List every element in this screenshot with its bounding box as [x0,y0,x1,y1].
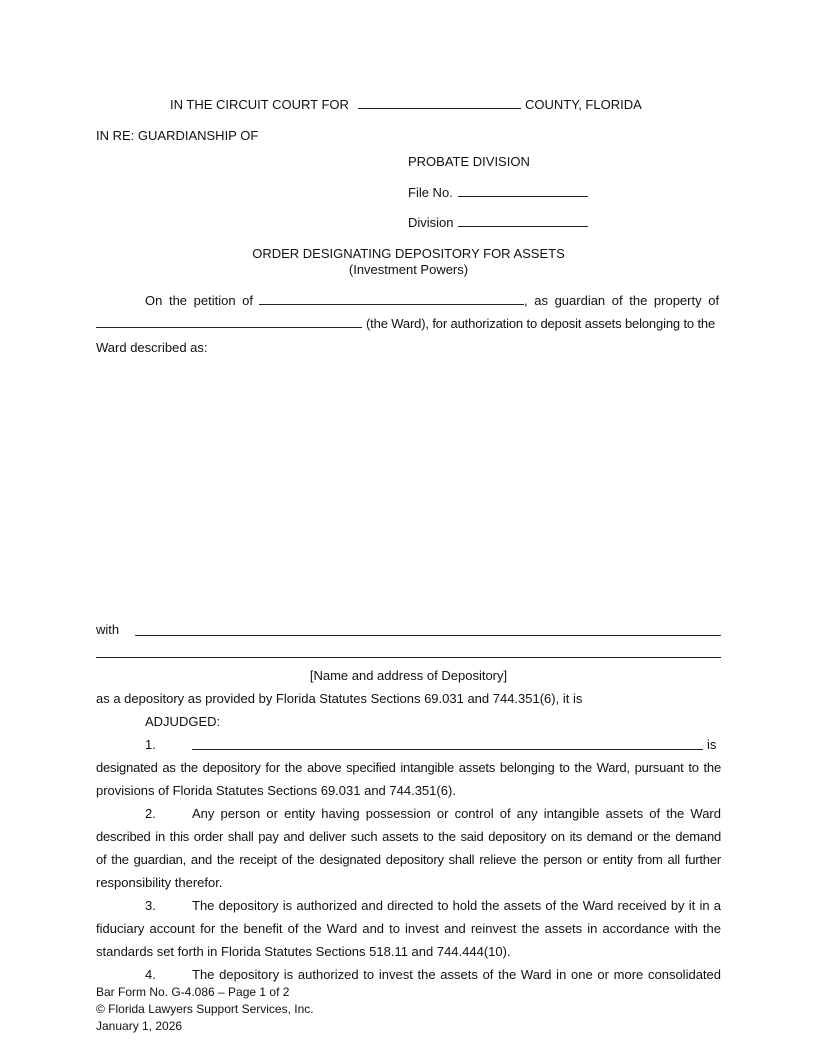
court-prefix: IN THE CIRCUIT COURT FOR [170,97,349,112]
petition-start: On the petition of [145,293,254,308]
file-no-label: File No. [408,185,453,200]
footer-form-no: Bar Form No. G-4.086 – Page 1 of 2 [96,985,290,999]
in-re-heading: IN RE: GUARDIANSHIP OF [96,128,259,143]
item2-line1: Any person or entity having possession or control of any intangible assets of the Ward [192,806,721,821]
adjudged-heading: ADJUDGED: [145,714,221,729]
probate-division: PROBATE DIVISION [408,154,530,169]
division-blank[interactable] [458,226,588,227]
petition-mid: , as guardian of the property of [524,293,720,308]
described-as: Ward described as: [96,340,208,355]
item3-number: 3. [145,898,156,913]
depository-name-blank[interactable] [135,635,721,636]
item2-number: 2. [145,806,156,821]
order-title: ORDER DESIGNATING DEPOSITORY FOR ASSETS [252,246,565,261]
item1-line3: provisions of Florida Statutes Sections 69.031 and 744.351(6). [96,783,456,798]
item1-line2: designated as the depository for the above specified intangible assets belonging to the Ward, pursuant to the [96,760,721,775]
depository-caption: [Name and address of Depository] [309,668,508,683]
court-suffix: COUNTY, FLORIDA [525,97,642,112]
item1-number: 1. [145,737,156,752]
guardian-name-blank[interactable] [259,304,524,305]
statutes-line: as a depository as provided by Florida Statutes Sections 69.031 and 744.351(6), it is [96,691,583,706]
item3-line1: The depository is authorized and directed to hold the assets of the Ward received by it in a [192,898,721,913]
division-label: Division [408,215,454,230]
item4-line1: The depository is authorized to invest the assets of the Ward in one or more consolidated [192,967,721,982]
item2-line2: described in this order shall pay and deliver such assets to the said depository on its demand or the demand [96,829,721,844]
order-subtitle: (Investment Powers) [348,262,469,277]
county-blank[interactable] [358,108,521,109]
footer-date: January 1, 2026 [96,1019,183,1033]
item2-line3: of the guardian, and the receipt of the designated depository shall relieve the person or entity from all further [96,852,721,867]
item1-depository-blank[interactable] [192,749,703,750]
item3-line3: standards set forth in Florida Statutes Sections 518.11 and 744.444(10). [96,944,511,959]
ward-name-blank[interactable] [96,327,362,328]
depository-address-blank[interactable] [96,657,721,658]
with-label: with [96,622,120,637]
item1-is: is [707,737,717,752]
item3-line2: fiduciary account for the benefit of the Ward and to invest and reinvest the assets in accordance with the [96,921,721,936]
ward-text: (the Ward), for authorization to deposit assets belonging to the [366,316,716,331]
item4-number: 4. [145,967,156,982]
footer-copyright: © Florida Lawyers Support Services, Inc. [96,1002,314,1016]
item2-line4: responsibility therefor. [96,875,223,890]
file-no-blank[interactable] [458,196,588,197]
